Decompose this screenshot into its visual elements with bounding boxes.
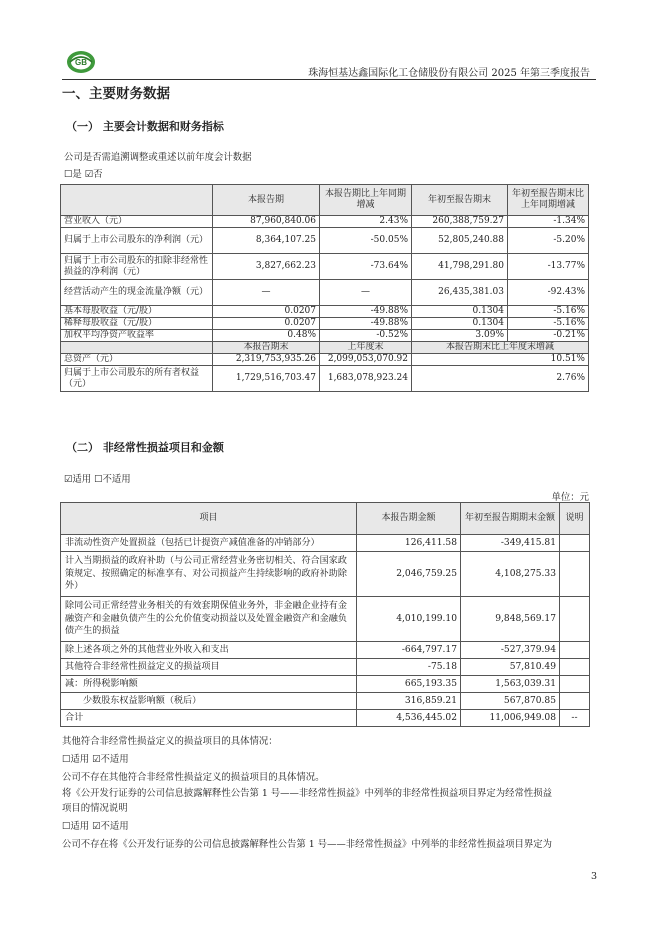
cell: 87,960,840.06 — [213, 216, 320, 228]
table-row — [61, 710, 590, 727]
row-label: 经营活动产生的现金流量净额（元） — [61, 280, 213, 306]
cell: 57,810.49 — [461, 659, 560, 676]
table-row — [61, 216, 589, 228]
cell: 0.48% — [213, 330, 320, 342]
row-label: 归属于上市公司股东的扣除非经常性损益的净利润（元） — [61, 254, 213, 280]
cell: -527,379.94 — [461, 642, 560, 659]
row-label: 除上述各项之外的其他营业外收入和支出 — [61, 642, 357, 659]
cell: 9,848,569.17 — [461, 597, 560, 642]
report-header-title: 珠海恒基达鑫国际化工仓储股份有限公司 2025 年第三季度报告 — [308, 68, 590, 79]
cell: -49.88% — [320, 306, 412, 318]
cell: -- — [560, 710, 590, 727]
row-label: 加权平均净资产收益率 — [61, 330, 213, 342]
header-cell: 本报告期末 — [213, 342, 320, 354]
cell: 567,870.85 — [461, 693, 560, 710]
cell: 260,388,759.27 — [412, 216, 508, 228]
row-label: 归属于上市公司股东的所有者权益（元） — [61, 366, 213, 392]
row-label: 除同公司正常经营业务相关的有效套期保值业务外，非金融企业持有金融资产和金融负债产生的公允价值变动损益以及处置金融资产和金融负债产生的损益 — [61, 597, 357, 642]
table-row — [61, 280, 589, 306]
table-subheader-row — [61, 342, 589, 354]
cell: 126,411.58 — [357, 535, 461, 552]
header-cell: 本报告期比上年同期增减 — [320, 185, 412, 216]
header-cell: 年初至报告期末 — [412, 185, 508, 216]
header-cell — [61, 342, 213, 354]
cell: -0.52% — [320, 330, 412, 342]
table-row — [61, 693, 590, 710]
cell: 11,006,949.08 — [461, 710, 560, 727]
cell: -5.20% — [508, 228, 589, 254]
restatement-choice: ☐是 ☑否 — [64, 169, 103, 180]
note-choice-1: ☐适用 ☑不适用 — [62, 754, 129, 765]
header-cell: 本报告期金额 — [357, 503, 461, 535]
cell: -73.64% — [320, 254, 412, 280]
cell: -5.16% — [508, 306, 589, 318]
cell: 1,563,039.31 — [461, 676, 560, 693]
note-line-4: 公司不存在将《公开发行证券的公司信息披露解释性公告第 1 号——非经常性损益》中列举的非经常性损益项目界定为 — [62, 839, 553, 850]
restatement-question: 公司是否需追溯调整或重述以前年度会计数据 — [64, 152, 252, 163]
table-row — [61, 366, 589, 392]
table-row — [61, 354, 589, 366]
cell: 316,859.21 — [357, 693, 461, 710]
header-cell: 年初至报告期末比上年同期增减 — [508, 185, 589, 216]
row-label: 总资产（元） — [61, 354, 213, 366]
header-cell: 本报告期末比上年度末增减 — [412, 342, 589, 354]
cell: 52,805,240.88 — [412, 228, 508, 254]
table-row — [61, 306, 589, 318]
financial-data-table — [60, 184, 589, 392]
cell — [560, 659, 590, 676]
cell: 4,108,275.33 — [461, 552, 560, 597]
cell: 2,046,759.25 — [357, 552, 461, 597]
logo-text: GB — [75, 58, 87, 67]
cell: 2,099,053,070.92 — [320, 354, 412, 366]
cell: -664,797.17 — [357, 642, 461, 659]
cell — [560, 676, 590, 693]
cell: 8,364,107.25 — [213, 228, 320, 254]
cell — [560, 693, 590, 710]
row-label: 基本每股收益（元/股） — [61, 306, 213, 318]
cell: 2,319,753,935.26 — [213, 354, 320, 366]
non-recurring-items-table — [60, 502, 590, 727]
cell — [560, 535, 590, 552]
section-title: 一、主要财务数据 — [62, 86, 170, 102]
cell: 0.0207 — [213, 306, 320, 318]
row-label: 营业收入（元） — [61, 216, 213, 228]
cell: 1,683,078,923.24 — [320, 366, 412, 392]
header-cell: 上年度末 — [320, 342, 412, 354]
table-header-row — [61, 503, 590, 535]
cell: 1,729,516,703.47 — [213, 366, 320, 392]
cell: -349,415.81 — [461, 535, 560, 552]
header-cell: 本报告期 — [213, 185, 320, 216]
header-cell: 年初至报告期期末金额 — [461, 503, 560, 535]
table-row — [61, 552, 590, 597]
cell: 41,798,291.80 — [412, 254, 508, 280]
cell: -5.16% — [508, 318, 589, 330]
header-cell — [61, 185, 213, 216]
cell: -49.88% — [320, 318, 412, 330]
cell: 2.76% — [412, 366, 589, 392]
note-choice-2: ☐适用 ☑不适用 — [62, 821, 129, 832]
cell: 3,827,662.23 — [213, 254, 320, 280]
subsection-title-2: （二） 非经常性损益项目和金额 — [66, 441, 224, 454]
row-label: 合计 — [61, 710, 357, 727]
cell: 10.51% — [412, 354, 589, 366]
table-row — [61, 659, 590, 676]
table-row — [61, 228, 589, 254]
cell: 0.1304 — [412, 318, 508, 330]
note-line-3a: 将《公开发行证券的公司信息披露解释性公告第 1 号——非经常性损益》中列举的非经常性损益项目界定为经常性损益 — [62, 788, 553, 799]
cell: 3.09% — [412, 330, 508, 342]
row-label: 少数股东权益影响额（税后） — [61, 693, 357, 710]
cell: -75.18 — [357, 659, 461, 676]
cell — [560, 597, 590, 642]
cell: — — [213, 280, 320, 306]
subsection-title-1: （一） 主要会计数据和财务指标 — [66, 120, 224, 133]
table-row — [61, 535, 590, 552]
row-label: 归属于上市公司股东的净利润（元） — [61, 228, 213, 254]
cell: 2.43% — [320, 216, 412, 228]
cell: -1.34% — [508, 216, 589, 228]
cell: -13.77% — [508, 254, 589, 280]
table-row — [61, 597, 590, 642]
table-row — [61, 642, 590, 659]
cell — [560, 642, 590, 659]
note-line-1: 其他符合非经常性损益定义的损益项目的具体情况： — [62, 736, 278, 747]
table-header-row — [61, 185, 589, 216]
cell: -92.43% — [508, 280, 589, 306]
cell: 4,536,445.02 — [357, 710, 461, 727]
unit-label: 单位：元 — [551, 492, 589, 503]
row-label: 其他符合非经常性损益定义的损益项目 — [61, 659, 357, 676]
table-row — [61, 318, 589, 330]
row-label: 计入当期损益的政府补助（与公司正常经营业务密切相关、符合国家政策规定、按照确定的标准享有、对公司损益产生持续影响的政府补助除外） — [61, 552, 357, 597]
table-row — [61, 676, 590, 693]
note-line-2: 公司不存在其他符合非经常性损益定义的损益项目的具体情况。 — [62, 772, 325, 783]
cell: 4,010,199.10 — [357, 597, 461, 642]
page-number: 3 — [590, 871, 597, 882]
cell: 665,193.35 — [357, 676, 461, 693]
header-cell: 项目 — [61, 503, 357, 535]
header-rule — [62, 79, 596, 80]
cell: — — [320, 280, 412, 306]
row-label: 减：所得税影响额 — [61, 676, 357, 693]
company-logo — [66, 50, 96, 74]
cell: 26,435,381.03 — [412, 280, 508, 306]
cell: -0.21% — [508, 330, 589, 342]
cell: 0.0207 — [213, 318, 320, 330]
cell — [560, 552, 590, 597]
table-row — [61, 254, 589, 280]
table-row — [61, 330, 589, 342]
cell: -50.05% — [320, 228, 412, 254]
cell: 0.1304 — [412, 306, 508, 318]
header-cell: 说明 — [560, 503, 590, 535]
row-label: 稀释每股收益（元/股） — [61, 318, 213, 330]
note-line-3b: 项目的情况说明 — [62, 803, 128, 814]
applicable-choice: ☑适用 ☐不适用 — [64, 474, 131, 485]
row-label: 非流动性资产处置损益（包括已计提资产减值准备的冲销部分） — [61, 535, 357, 552]
